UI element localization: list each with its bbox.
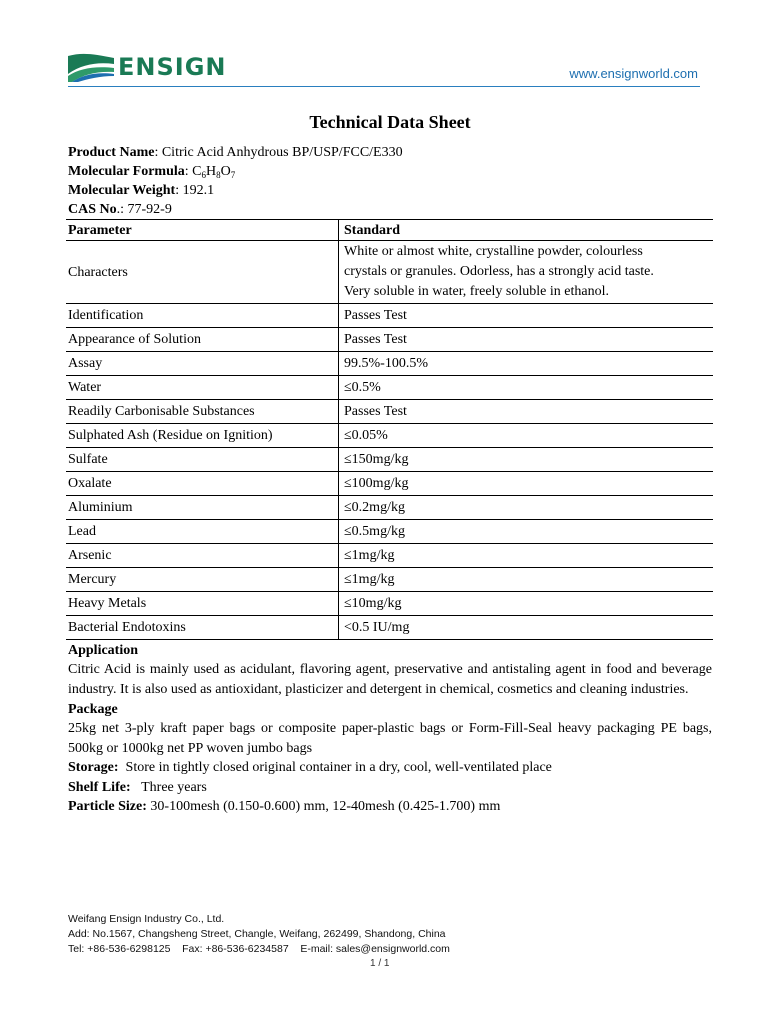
parameter-cell: Appearance of Solution bbox=[66, 328, 339, 352]
parameter-cell: Lead bbox=[66, 520, 339, 544]
parameter-cell: Assay bbox=[66, 352, 339, 376]
storage-label: Storage: bbox=[68, 760, 119, 775]
parameter-cell: Readily Carbonisable Substances bbox=[66, 400, 339, 424]
product-name-line bbox=[68, 143, 712, 162]
shelf-life-line bbox=[68, 778, 712, 798]
parameter-cell: Bacterial Endotoxins bbox=[66, 616, 339, 640]
parameter-cell: Water bbox=[66, 376, 339, 400]
molecular-weight-line bbox=[68, 181, 712, 200]
storage-text: Store in tightly closed original container in a dry, cool, well-ventilated place bbox=[125, 760, 552, 775]
table-row bbox=[66, 400, 713, 424]
formula-sub-h: 8 bbox=[216, 170, 221, 180]
shelf-life-text: Three years bbox=[141, 779, 207, 795]
table-row bbox=[66, 424, 713, 448]
weight-label: Molecular Weight bbox=[68, 183, 176, 198]
header-divider bbox=[68, 86, 700, 87]
package-text: 25kg net 3-ply kraft paper bags or composite paper-plastic bags or Form-Fill-Seal heavy packaging PE bags, 500kg or 1000kg net PP woven jumbo bags bbox=[68, 721, 712, 756]
formula-h: H bbox=[206, 164, 217, 179]
application-text: Citric Acid is mainly used as acidulant, flavoring agent, preservative and antistaling agent in food and beverage industry. It is also used as antioxidant, plasticizer and detergent in chemical, cosmetics and cleaning industries. bbox=[68, 662, 712, 697]
standard-cell: ≤150mg/kg bbox=[339, 448, 714, 472]
website-link[interactable]: www.ensignworld.com bbox=[569, 66, 698, 81]
parameter-cell: Identification bbox=[66, 304, 339, 328]
table-row bbox=[66, 496, 713, 520]
standard-cell: <0.5 IU/mg bbox=[339, 616, 714, 640]
table-row bbox=[66, 568, 713, 592]
table-row bbox=[66, 376, 713, 400]
table-row bbox=[66, 304, 713, 328]
formula-sep: : C bbox=[184, 164, 202, 179]
column-header-standard: Standard bbox=[339, 220, 714, 241]
standard-line: crystals or granules. Odorless, has a strongly acid taste. bbox=[344, 264, 654, 279]
page-footer bbox=[68, 912, 508, 957]
parameter-cell: Arsenic bbox=[66, 544, 339, 568]
standard-cell: Passes Test bbox=[339, 400, 714, 424]
particle-size-line bbox=[68, 797, 712, 817]
table-row bbox=[66, 472, 713, 496]
parameter-cell: Heavy Metals bbox=[66, 592, 339, 616]
table-row bbox=[66, 241, 713, 304]
package-heading: Package bbox=[68, 702, 118, 717]
particle-size-text: 30-100mesh (0.150-0.600) mm, 12-40mesh (0.425-1.700) mm bbox=[150, 799, 501, 814]
page-number: 1 / 1 bbox=[370, 958, 390, 969]
parameter-cell: Sulphated Ash (Residue on Ignition) bbox=[66, 424, 339, 448]
footer-company: Weifang Ensign Industry Co., Ltd. bbox=[68, 913, 225, 925]
standard-cell: ≤10mg/kg bbox=[339, 592, 714, 616]
table-header-row bbox=[66, 220, 713, 241]
table-row bbox=[66, 448, 713, 472]
ensign-logo bbox=[68, 52, 226, 82]
parameter-cell: Aluminium bbox=[66, 496, 339, 520]
table-row bbox=[66, 616, 713, 640]
standard-cell: ≤1mg/kg bbox=[339, 568, 714, 592]
ensign-flag-icon bbox=[68, 52, 114, 82]
particle-size-label: Particle Size: bbox=[68, 799, 147, 814]
standard-cell: ≤0.5% bbox=[339, 376, 714, 400]
weight-value: : 192.1 bbox=[175, 183, 215, 198]
standard-cell: Passes Test bbox=[339, 304, 714, 328]
standard-cell: 99.5%-100.5% bbox=[339, 352, 714, 376]
molecular-formula-line bbox=[68, 162, 712, 181]
product-name-label: Product Name bbox=[68, 145, 155, 160]
standard-cell: ≤0.2mg/kg bbox=[339, 496, 714, 520]
standard-cell bbox=[339, 241, 714, 304]
parameter-cell: Mercury bbox=[66, 568, 339, 592]
table-row bbox=[66, 544, 713, 568]
formula-label: Molecular Formula bbox=[68, 164, 185, 179]
standard-cell: ≤0.05% bbox=[339, 424, 714, 448]
standard-cell: ≤1mg/kg bbox=[339, 544, 714, 568]
product-name-value: : Citric Acid Anhydrous BP/USP/FCC/E330 bbox=[154, 145, 403, 160]
cas-line bbox=[68, 200, 712, 219]
parameter-cell: Sulfate bbox=[66, 448, 339, 472]
parameter-cell: Oxalate bbox=[66, 472, 339, 496]
standard-cell: Passes Test bbox=[339, 328, 714, 352]
standard-line: White or almost white, crystalline powder, colourless bbox=[344, 244, 643, 259]
specification-table bbox=[66, 219, 713, 640]
table-row bbox=[66, 592, 713, 616]
cas-value: .: 77-92-9 bbox=[116, 202, 172, 217]
table-row bbox=[66, 520, 713, 544]
table-row bbox=[66, 352, 713, 376]
cas-label: CAS No bbox=[68, 202, 117, 217]
data-sheet-body bbox=[68, 110, 712, 817]
formula-sub-c: 6 bbox=[201, 170, 207, 180]
application-heading: Application bbox=[68, 643, 139, 658]
standard-cell: ≤0.5mg/kg bbox=[339, 520, 714, 544]
storage-line bbox=[68, 758, 712, 778]
formula-o: O bbox=[220, 164, 231, 179]
shelf-life-label: Shelf Life: bbox=[68, 779, 131, 795]
parameter-cell: Characters bbox=[66, 241, 339, 304]
page-header bbox=[68, 52, 708, 92]
page-title: Technical Data Sheet bbox=[309, 112, 471, 132]
formula-sub-o: 7 bbox=[230, 170, 236, 180]
standard-cell: ≤100mg/kg bbox=[339, 472, 714, 496]
standard-line: Very soluble in water, freely soluble in ethanol. bbox=[344, 284, 609, 299]
footer-contact: Tel: +86-536-6298125 Fax: +86-536-6234587 E-mail: sales@ensignworld.com bbox=[68, 943, 450, 955]
column-header-parameter: Parameter bbox=[66, 220, 339, 241]
footer-address: Add: No.1567, Changsheng Street, Changle, Weifang, 262499, Shandong, China bbox=[68, 928, 446, 940]
table-row bbox=[66, 328, 713, 352]
logo-text: ENSIGN bbox=[118, 53, 227, 81]
